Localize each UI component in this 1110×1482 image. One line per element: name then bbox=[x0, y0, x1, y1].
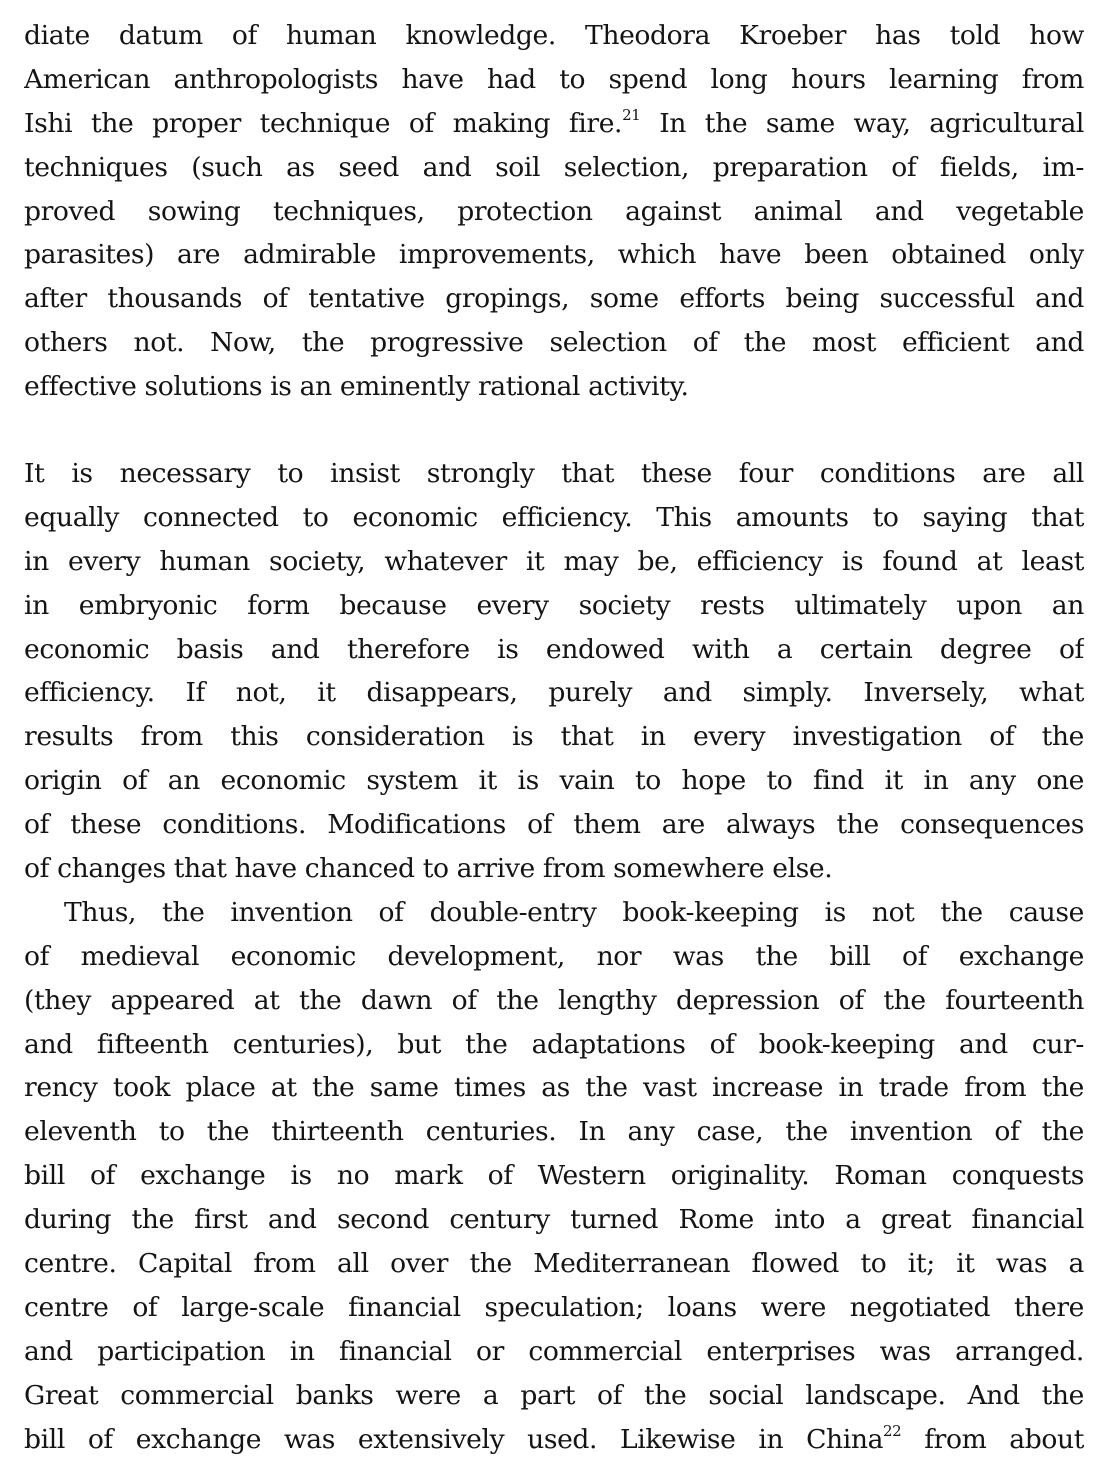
text-fragment: bill of exchange was extensively used. Likewise in China bbox=[24, 1423, 884, 1455]
text-fragment: Ishi the proper technique of making fire. bbox=[24, 107, 623, 139]
text-line: equally connected to economic efficiency. This amounts to saying that bbox=[24, 501, 1084, 533]
text-line: eleventh to the thirteenth centuries. In any case, the invention of the bbox=[24, 1116, 1084, 1148]
text-line: efficiency. If not, it disappears, purely and simply. Inversely, what bbox=[24, 677, 1084, 709]
text-line: parasites) are admirable improvements, which have been obtained only bbox=[24, 239, 1084, 271]
text-line: others not. Now, the progressive selection of the most efficient and bbox=[24, 327, 1084, 359]
text-line: in every human society, whatever it may be, efficiency is found at least bbox=[24, 545, 1084, 577]
text-line: centre. Capital from all over the Mediterranean flowed to it; it was a bbox=[24, 1248, 1084, 1280]
text-line: (they appeared at the dawn of the lengthy depression of the fourteenth bbox=[24, 984, 1084, 1016]
text-line: results from this consideration is that in every investigation of the bbox=[24, 721, 1084, 753]
text-line: of medieval economic development, nor was the bill of exchange bbox=[24, 940, 1084, 972]
text-line: economic basis and therefore is endowed with a certain degree of bbox=[24, 633, 1084, 665]
text-line: proved sowing techniques, protection against animal and vegetable bbox=[24, 195, 1084, 227]
text-line: bill of exchange is no mark of Western originality. Roman conquests bbox=[24, 1160, 1084, 1192]
paragraph-bill-of-exchange bbox=[24, 891, 1084, 1462]
footnote-marker-21[interactable]: 21 bbox=[622, 105, 641, 124]
text-line: effective solutions is an eminently rational activity. bbox=[24, 371, 689, 403]
text-line: of these conditions. Modifications of them are always the consequences bbox=[24, 809, 1084, 841]
text-line: in embryonic form because every society rests ultimately upon an bbox=[24, 589, 1084, 621]
text-line: It is necessary to insist strongly that these four conditions are all bbox=[24, 458, 1084, 490]
text-line: diate datum of human knowledge. Theodora Kroeber has told how bbox=[24, 20, 1084, 51]
paragraph-spacer bbox=[24, 409, 1084, 452]
paragraph-four-conditions bbox=[24, 452, 1084, 891]
text-line: rency took place at the same times as the vast increase in trade from the bbox=[24, 1072, 1084, 1104]
book-page bbox=[24, 14, 1084, 1462]
text-fragment: from about bbox=[901, 1423, 1084, 1455]
paragraph-making-fire bbox=[24, 14, 1084, 409]
text-line: origin of an economic system it is vain to hope to find it in any one bbox=[24, 765, 1084, 797]
text-line: Thus, the invention of double-entry book-keeping is not the cause bbox=[64, 896, 1084, 928]
text-line: Great commercial banks were a part of the social landscape. And the bbox=[24, 1379, 1084, 1411]
text-line bbox=[24, 102, 1084, 146]
text-line: techniques (such as seed and soil selection, preparation of fields, im- bbox=[24, 151, 1084, 183]
text-line: and fifteenth centuries), but the adaptations of book-keeping and cur- bbox=[24, 1028, 1084, 1060]
text-line: after thousands of tentative gropings, some efforts being successful and bbox=[24, 283, 1084, 315]
text-line: American anthropologists have had to spend long hours learning from bbox=[24, 63, 1084, 95]
text-line bbox=[24, 1418, 1084, 1462]
text-line: of changes that have chanced to arrive from somewhere else. bbox=[24, 853, 833, 885]
footnote-marker-22[interactable]: 22 bbox=[883, 1421, 902, 1440]
text-line: centre of large-scale financial speculation; loans were negotiated there bbox=[24, 1291, 1084, 1323]
text-line: and participation in financial or commercial enterprises was arranged. bbox=[24, 1335, 1084, 1367]
text-line: during the first and second century turned Rome into a great financial bbox=[24, 1204, 1084, 1236]
text-fragment: In the same way, agricultural bbox=[640, 107, 1084, 139]
